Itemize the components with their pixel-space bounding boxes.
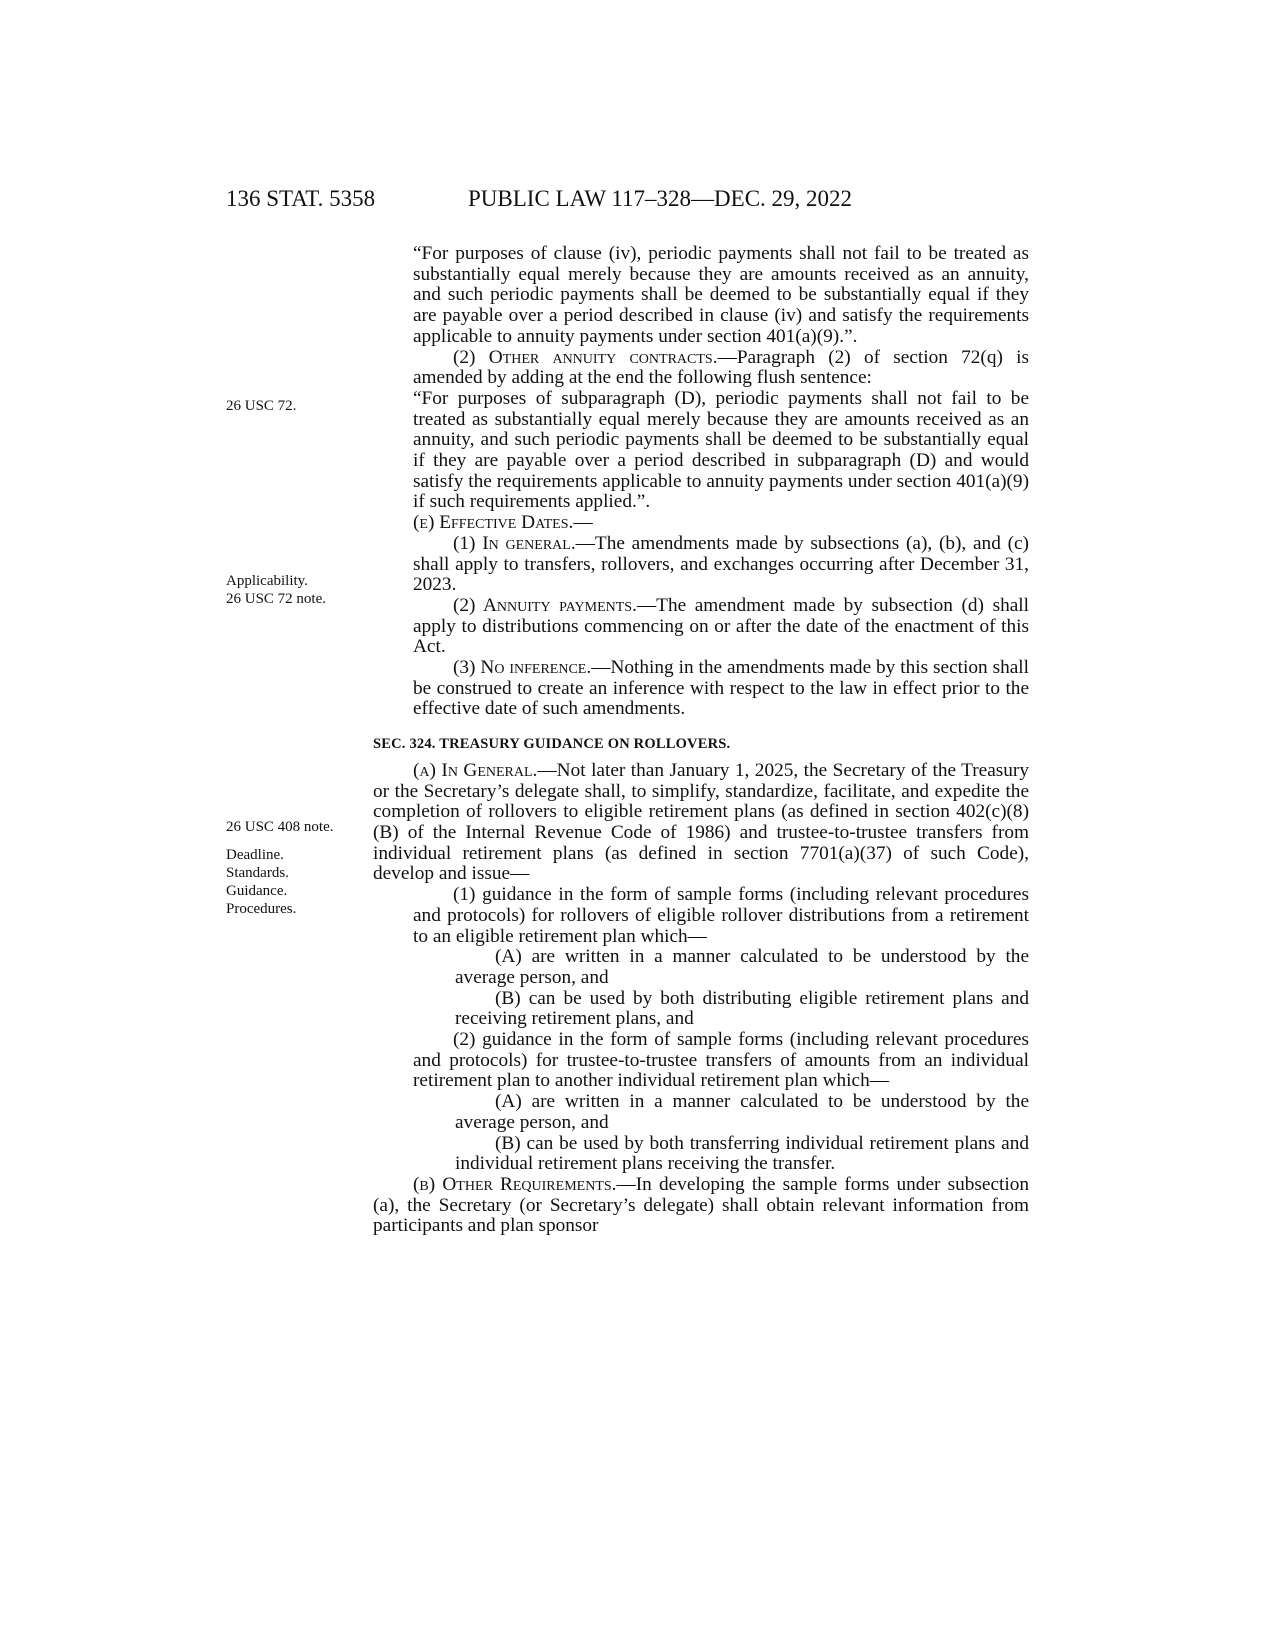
section-324-heading: SEC. 324. TREASURY GUIDANCE ON ROLLOVERS. [373,736,731,753]
subsection-heading: (e) Effective Dates. [413,512,574,534]
paragraph-e2-annuity-payments [413,596,1029,658]
public-law-title: PUBLIC LAW 117–328—DEC. 29, 2022 [468,186,853,211]
margin-note-26-usc-72: 26 USC 72. [226,398,297,414]
paragraph-heading: (1) In general. [453,532,576,554]
subsection-heading: (a) In General. [413,759,538,781]
subparagraph-a2-a: (A) are written in a manner calculated to be understood by the average person, and [455,1091,1029,1133]
margin-note-procedures: Procedures. [226,901,297,917]
margin-note-applicability: Applicability. [226,573,308,589]
margin-note-26-usc-408-note: 26 USC 408 note. [226,819,334,835]
margin-note-deadline: Deadline. [226,847,284,863]
subsection-a-in-general [373,761,1029,885]
margin-note-26-usc-72-note: 26 USC 72 note. [226,591,327,607]
paragraph-d2-other-annuity-contracts [413,348,1029,389]
paragraph-heading: (2) Annuity payments. [453,594,637,616]
paragraph-text: —Nothing in the amendments made by this section shall be construed to create an inference with respect to the law in effect prior to the effective date of such amendments. [413,657,1029,720]
paragraph-a2: (2) guidance in the form of sample forms (including relevant procedures and protocols) for trustee-to-trustee transfers of amounts from an individual retirement plan to another individual retirement plan which— [413,1029,1029,1092]
margin-note-standards: Standards. [226,865,289,881]
quoted-flush-sentence-clause-iv: “For purposes of clause (iv), periodic payments shall not fail to be treated as substantially equal merely because they are amounts received as an annuity, and such periodic payments shall be deemed to be substantially equal if they are payable over a period described in clause (iv) and satisfy the requirements applicable to annuity payments under section 401(a)(9).”. [413,243,1029,347]
subsection-b-other-requirements [373,1175,1029,1237]
subsection-text: —In developing the sample forms under subsection (a), the Secretary (or Secretary’s delegate) shall obtain relevant information from participants and plan sponsor [373,1173,1029,1237]
statute-page-reference: 136 STAT. 5358 [226,186,376,211]
margin-note-guidance: Guidance. [226,883,288,899]
paragraph-text: —The amendment made by subsection (d) shall apply to distributions commencing on or after the date of the enactment of this Act. [413,594,1029,658]
paragraph-e3-no-inference [413,658,1029,720]
subsection-text: —Not later than January 1, 2025, the Secretary of the Treasury or the Secretary’s delegate shall, to simplify, standardize, facilitate, and expedite the completion of rollovers to eligible retirement plans (as defined in section 402(c)(8)(B) of the Internal Revenue Code of 1986) and trustee-to-trustee transfers from individual retirement plans (as defined in section 7701(a)(37) of such Code), develop and issue— [373,759,1029,885]
subparagraph-a1-a: (A) are written in a manner calculated to be understood by the average person, and [455,946,1029,988]
subsection-heading: (b) Other Requirements. [413,1173,617,1195]
paragraph-e1-in-general [413,534,1029,596]
page-header [0,186,1275,216]
quoted-flush-sentence-subparagraph-d: “For purposes of subparagraph (D), periodic payments shall not fail to be treated as substantially equal merely because they are amounts received as an annuity, and such periodic payments shall be deemed to be substantially equal if they are payable over a period described in subparagraph (D) and would satisfy the requirements applicable to annuity payments under section 401(a)(9) if such requirements applied.”. [413,387,1029,513]
subsection-text: — [573,512,593,534]
subsection-e-effective-dates [413,513,1029,534]
statute-body [373,244,1029,1237]
paragraph-text: —The amendments made by subsections (a), (b), and (c) shall apply to transfers, rollovers, and exchanges occurring after December 31, 2023. [413,532,1029,596]
subparagraph-a2-b: (B) can be used by both transferring individual retirement plans and individual retirement plans receiving the transfer. [455,1132,1029,1175]
subparagraph-a1-b: (B) can be used by both distributing eligible retirement plans and receiving retirement plans, and [455,987,1029,1030]
paragraph-heading: (3) No inference. [453,657,592,679]
paragraph-heading: (2) Other annuity contracts. [453,346,718,368]
paragraph-text: —Paragraph (2) of section 72(q) is amended by adding at the end the following flush sentence: [413,346,1029,389]
paragraph-a1: (1) guidance in the form of sample forms (including relevant procedures and protocols) for rollovers of eligible rollover distributions from a retirement to an eligible retirement plan which— [413,884,1029,947]
